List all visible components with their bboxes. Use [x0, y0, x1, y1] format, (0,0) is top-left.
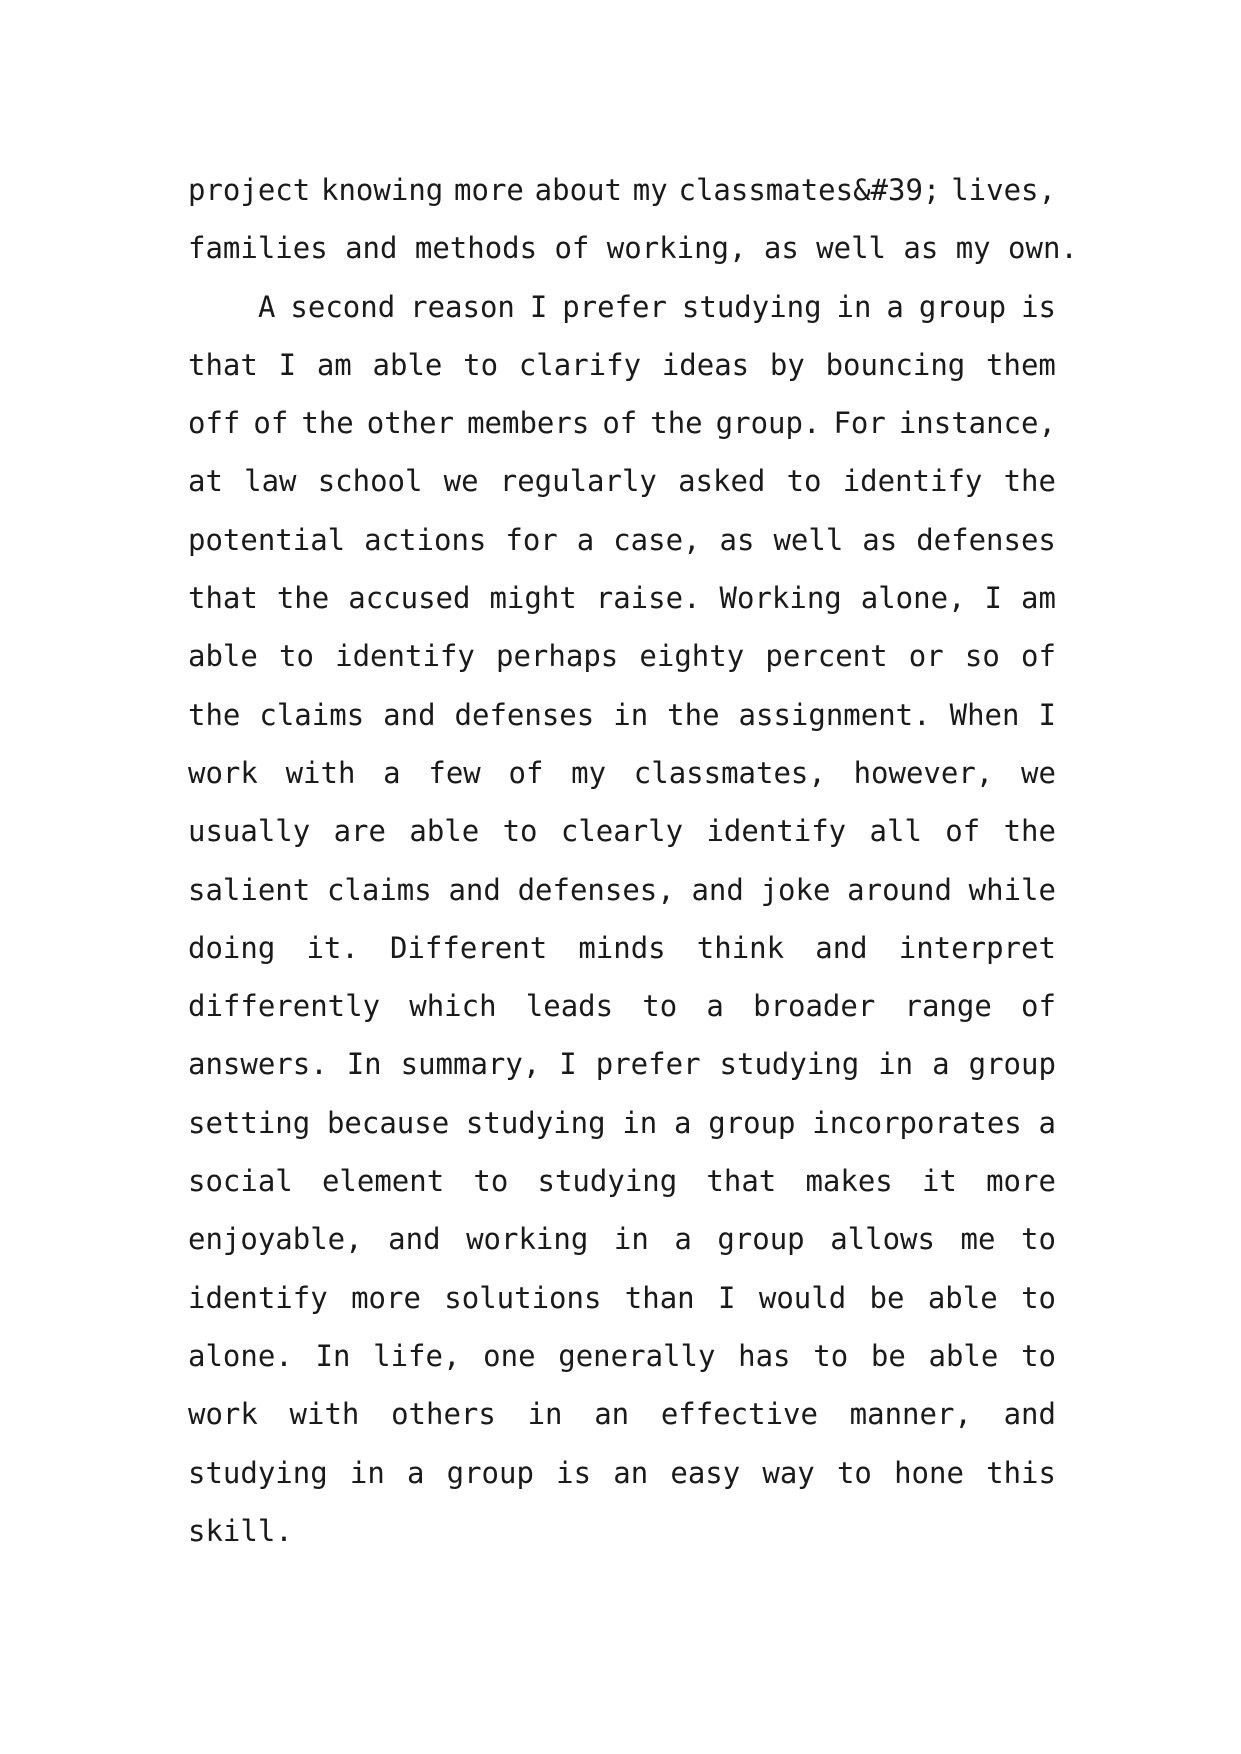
word: by: [769, 347, 805, 382]
word: interpret: [898, 930, 1056, 965]
word: usually: [188, 814, 311, 849]
word: members: [467, 406, 590, 441]
word: to: [279, 639, 314, 674]
word: able: [409, 814, 480, 849]
word: hone: [894, 1455, 964, 1490]
word: setting: [188, 1105, 311, 1140]
word: than: [624, 1280, 695, 1315]
word: identify: [188, 1280, 328, 1315]
word: In: [346, 1047, 382, 1082]
word: and: [815, 930, 868, 965]
text-line: [188, 744, 1056, 802]
word: of: [1021, 639, 1056, 674]
word: families: [188, 231, 328, 266]
word: Different: [390, 930, 548, 965]
word: in: [836, 289, 872, 324]
word: of: [253, 406, 289, 441]
word: or: [908, 639, 944, 674]
text-line: [188, 1269, 1056, 1327]
word: asked: [678, 464, 766, 499]
word: prefer: [595, 1047, 701, 1082]
text-line: [188, 336, 1056, 394]
word: as: [763, 231, 799, 266]
word: off: [188, 406, 241, 441]
word: so: [964, 639, 1000, 674]
word: able: [927, 1280, 998, 1315]
word: in: [349, 1455, 385, 1490]
word: be: [870, 1338, 906, 1373]
word: them: [986, 347, 1056, 382]
word: a: [932, 1047, 950, 1082]
word: a: [383, 755, 401, 790]
word: group: [918, 289, 1007, 324]
text-line: [188, 802, 1056, 860]
word: minds: [578, 930, 666, 965]
word: second: [290, 289, 396, 324]
word: reason: [410, 289, 515, 324]
word: clearly: [560, 814, 684, 849]
word: manner,: [849, 1397, 972, 1432]
word: to: [473, 1164, 509, 1199]
text-line: [188, 394, 1056, 452]
text-line: [188, 1502, 1056, 1560]
word: is: [1021, 289, 1056, 324]
word: actions: [364, 522, 487, 557]
text-line: [188, 1152, 1056, 1210]
word: my: [632, 173, 668, 207]
word: more: [986, 1164, 1056, 1199]
word: leads: [525, 989, 614, 1024]
word: A: [258, 289, 276, 324]
word: be: [869, 1280, 905, 1315]
word: working,: [606, 231, 747, 266]
word: ideas: [661, 347, 750, 382]
word: the: [301, 406, 354, 441]
word: to: [1020, 1222, 1056, 1257]
word: classmates,: [633, 755, 826, 790]
word: Working: [719, 581, 842, 616]
word: potential: [188, 522, 346, 557]
text-line: [188, 219, 1078, 277]
body-text: [188, 161, 1078, 1560]
word: I: [1038, 697, 1056, 732]
word: in: [613, 697, 649, 732]
word: defenses: [454, 697, 595, 732]
word: well: [816, 231, 887, 266]
word: am: [1020, 581, 1056, 616]
word: are: [333, 814, 386, 849]
word: skill.: [188, 1513, 293, 1548]
word: I: [278, 347, 297, 382]
word: a: [674, 1222, 692, 1257]
word: own.: [1008, 231, 1078, 266]
word: law: [244, 464, 297, 499]
word: salient: [188, 872, 311, 907]
word: studying: [188, 1455, 328, 1490]
word: other: [366, 406, 455, 441]
word: work: [188, 755, 258, 790]
word: of: [1021, 989, 1056, 1024]
word: to: [642, 989, 678, 1024]
word: about: [534, 173, 622, 207]
word: enjoyable,: [188, 1222, 363, 1257]
text-line: [188, 1444, 1056, 1502]
text-line: [188, 569, 1056, 627]
word: is: [556, 1455, 592, 1490]
text-line: [188, 1094, 1056, 1152]
word: we: [1021, 755, 1056, 790]
word: solutions: [444, 1280, 602, 1315]
word: identify: [706, 814, 847, 849]
word: social: [188, 1164, 293, 1199]
word: perhaps: [496, 639, 619, 674]
word: in: [613, 1222, 649, 1257]
text-line: [188, 1385, 1056, 1443]
word: to: [1021, 1280, 1056, 1315]
word: while: [968, 872, 1056, 907]
text-line: [188, 278, 1056, 336]
word: I: [559, 1047, 577, 1082]
word: with: [289, 1397, 360, 1432]
word: an: [594, 1397, 630, 1432]
word: however,: [853, 755, 994, 790]
word: working: [466, 1222, 589, 1257]
word: differently: [188, 989, 381, 1024]
word: studying: [465, 1105, 606, 1140]
word: few: [428, 755, 481, 790]
word: clarify: [518, 347, 642, 382]
word: lives,: [951, 173, 1056, 207]
word: it: [921, 1164, 957, 1199]
word: a: [1038, 1105, 1056, 1140]
word: as: [719, 522, 755, 557]
word: able: [928, 1338, 999, 1373]
word: joke: [760, 872, 831, 907]
word: we: [443, 464, 479, 499]
word: more: [454, 173, 524, 207]
word: of: [508, 755, 544, 790]
word: to: [1021, 1338, 1056, 1373]
word: and: [1003, 1397, 1056, 1432]
word: with: [285, 755, 356, 790]
text-line: [188, 627, 1056, 685]
word: identify: [842, 464, 983, 499]
word: prefer: [562, 289, 667, 324]
word: my: [571, 755, 607, 790]
word: eighty: [639, 639, 745, 674]
word: a: [886, 289, 904, 324]
text-line: [188, 1210, 1056, 1268]
word: life,: [373, 1338, 461, 1373]
word: as: [903, 231, 939, 266]
word: to: [502, 814, 538, 849]
word: in: [622, 1105, 658, 1140]
word: would: [758, 1280, 847, 1315]
word: able: [372, 347, 443, 382]
word: a: [673, 1105, 692, 1140]
text-line: [188, 1327, 1056, 1385]
word: at: [188, 464, 223, 499]
word: element: [321, 1164, 445, 1199]
word: a: [706, 989, 724, 1024]
text-line: [188, 511, 1056, 569]
word: project: [188, 173, 311, 207]
word: easy: [670, 1455, 741, 1490]
word: summary,: [400, 1047, 541, 1082]
word: alone.: [188, 1338, 293, 1373]
word: I: [529, 289, 548, 324]
word: range: [904, 989, 992, 1024]
word: accused: [348, 581, 471, 616]
word: because: [326, 1105, 450, 1140]
word: claims: [326, 872, 432, 907]
word: I: [984, 581, 1002, 616]
word: the: [276, 581, 330, 616]
word: regularly: [499, 464, 657, 499]
text-line: [188, 977, 1056, 1035]
word: work: [188, 1397, 258, 1432]
word: around: [847, 872, 952, 907]
word: am: [316, 347, 352, 382]
word: think: [696, 930, 785, 965]
word: more: [351, 1280, 421, 1315]
word: in: [527, 1397, 563, 1432]
word: and: [691, 872, 744, 907]
word: alone,: [860, 581, 966, 616]
word: instance,: [898, 406, 1056, 441]
word: an: [613, 1455, 649, 1490]
word: that: [188, 347, 258, 382]
word: incorporates: [812, 1105, 1022, 1140]
word: well: [773, 522, 844, 557]
word: that: [706, 1164, 777, 1199]
word: percent: [765, 639, 888, 674]
word: group: [446, 1455, 534, 1490]
word: classmates&#39;: [678, 173, 941, 207]
word: this: [986, 1455, 1056, 1490]
word: one: [483, 1338, 536, 1373]
word: studying: [537, 1164, 678, 1199]
word: that: [188, 581, 258, 616]
word: allows: [830, 1222, 935, 1257]
word: of: [602, 406, 638, 441]
word: to: [786, 464, 822, 499]
word: in: [878, 1047, 914, 1082]
word: which: [409, 989, 497, 1024]
word: a: [576, 522, 595, 557]
word: the: [1003, 814, 1056, 849]
word: the: [667, 697, 720, 732]
word: the: [1003, 464, 1056, 499]
word: to: [836, 1455, 872, 1490]
word: all: [869, 814, 922, 849]
word: doing: [188, 930, 276, 965]
word: group: [717, 1222, 805, 1257]
text-line: [188, 452, 1056, 510]
word: studying: [681, 289, 822, 324]
word: and: [383, 697, 436, 732]
word: For: [833, 406, 886, 441]
word: of: [554, 231, 590, 266]
word: knowing: [321, 173, 444, 207]
text-line: [188, 686, 1056, 744]
word: school: [317, 464, 423, 499]
word: way: [762, 1455, 815, 1490]
word: generally: [558, 1338, 716, 1373]
word: I: [718, 1280, 736, 1315]
word: makes: [805, 1164, 893, 1199]
text-line: [188, 861, 1056, 919]
word: might: [489, 581, 577, 616]
word: able: [188, 639, 258, 674]
word: it.: [306, 930, 359, 965]
word: as: [862, 522, 898, 557]
word: raise.: [595, 581, 701, 616]
word: for: [505, 522, 558, 557]
word: group.: [715, 406, 821, 441]
word: group: [708, 1105, 796, 1140]
word: answers.: [188, 1047, 328, 1082]
word: When: [949, 697, 1020, 732]
word: defenses: [916, 522, 1056, 557]
word: broader: [753, 989, 876, 1024]
word: claims: [259, 697, 365, 732]
word: a: [406, 1455, 425, 1490]
word: and: [345, 231, 398, 266]
word: of: [945, 814, 981, 849]
text-line: [188, 1035, 1056, 1093]
word: to: [813, 1338, 849, 1373]
word: identify: [335, 639, 475, 674]
word: has: [738, 1338, 791, 1373]
word: studying: [719, 1047, 860, 1082]
word: and: [448, 872, 501, 907]
text-line: [188, 919, 1056, 977]
word: In: [315, 1338, 351, 1373]
word: the: [188, 697, 241, 732]
word: group: [968, 1047, 1056, 1082]
word: assignment.: [738, 697, 931, 732]
word: others: [391, 1397, 496, 1432]
word: my: [955, 231, 991, 266]
word: to: [463, 347, 499, 382]
word: defenses,: [517, 872, 675, 907]
word: and: [388, 1222, 441, 1257]
word: effective: [660, 1397, 818, 1432]
word: me: [960, 1222, 996, 1257]
word: case,: [613, 522, 701, 557]
word: methods: [414, 231, 538, 266]
word: the: [650, 406, 703, 441]
text-line: [188, 161, 1056, 219]
word: bouncing: [825, 347, 966, 382]
